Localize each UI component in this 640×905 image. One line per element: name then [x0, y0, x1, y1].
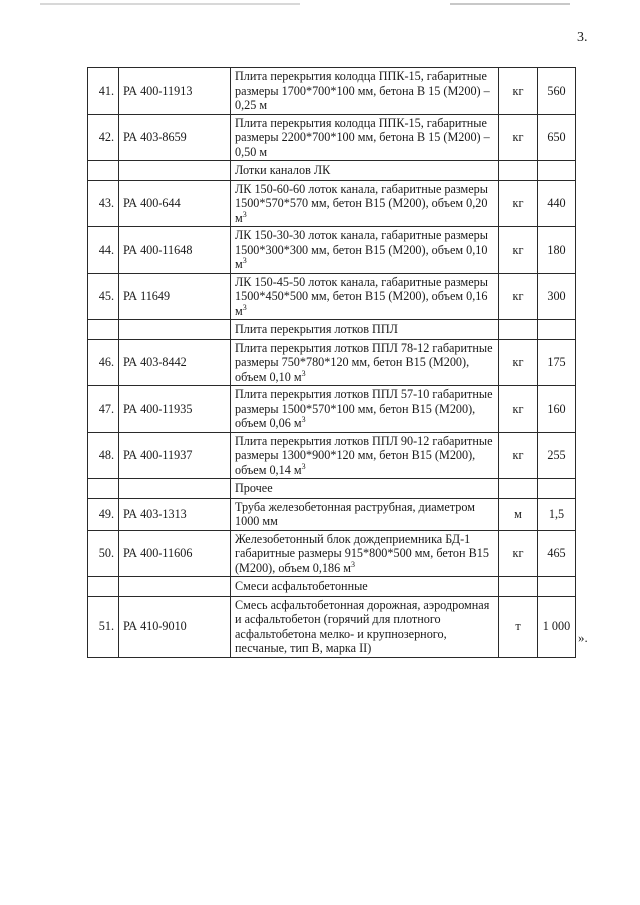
table-row — [88, 68, 576, 115]
description-text: Плита перекрытия лотков ППЛ 90-12 габаритные размеры 1300*900*120 мм, бетон B15 (М200), объем 0,14 м — [235, 433, 493, 477]
item-code: РА 403-8442 — [119, 339, 231, 386]
unit-of-measure: кг — [499, 273, 538, 320]
row-number: 46. — [88, 339, 119, 386]
unit-of-measure: кг — [499, 530, 538, 577]
section-title: Прочее — [231, 479, 499, 499]
table-row — [88, 498, 576, 530]
item-description — [231, 273, 499, 320]
row-number: 44. — [88, 227, 119, 274]
section-row — [88, 577, 576, 597]
empty-cell — [119, 577, 231, 597]
item-code: РА 410-9010 — [119, 596, 231, 657]
item-code: РА 400-11648 — [119, 227, 231, 274]
empty-cell — [538, 577, 576, 597]
row-number: 51. — [88, 596, 119, 657]
row-number: 48. — [88, 432, 119, 479]
quantity: 1 000 — [538, 596, 576, 657]
empty-cell — [88, 161, 119, 181]
section-title: Плита перекрытия лотков ППЛ — [231, 320, 499, 340]
unit-superscript: 3 — [301, 461, 306, 471]
row-number: 43. — [88, 180, 119, 227]
table-row — [88, 227, 576, 274]
table-row — [88, 273, 576, 320]
section-title: Лотки каналов ЛК — [231, 161, 499, 181]
unit-of-measure: кг — [499, 386, 538, 433]
row-number: 41. — [88, 68, 119, 115]
quantity: 175 — [538, 339, 576, 386]
description-text: Плита перекрытия колодца ППК-15, габаритные размеры 1700*700*100 мм, бетона В 15 (М200) – 0,25 м — [235, 69, 490, 112]
row-number: 45. — [88, 273, 119, 320]
unit-of-measure: кг — [499, 432, 538, 479]
unit-of-measure: м — [499, 498, 538, 530]
description-text: Плита перекрытия лотков ППЛ 78-12 габаритные размеры 750*780*120 мм, бетон B15 (М200), объем 0,10 м — [235, 340, 493, 384]
item-code: РА 400-644 — [119, 180, 231, 227]
item-description — [231, 227, 499, 274]
table-row — [88, 180, 576, 227]
row-number: 42. — [88, 114, 119, 161]
unit-superscript: 3 — [242, 255, 247, 265]
item-description — [231, 339, 499, 386]
item-code: РА 400-11606 — [119, 530, 231, 577]
empty-cell — [538, 479, 576, 499]
description-text: Железобетонный блок дождеприемника БД-1 габаритные размеры 915*800*500 мм, бетон B15 (М200), объем 0,186 м — [235, 531, 489, 575]
item-description — [231, 386, 499, 433]
closing-quote: ». — [578, 630, 588, 645]
item-code: РА 400-11935 — [119, 386, 231, 433]
empty-cell — [499, 161, 538, 181]
empty-cell — [88, 320, 119, 340]
description-text: Плита перекрытия лотков ППЛ 57-10 габаритные размеры 1500*570*100 мм, бетон B15 (М200), объем 0,06 м — [235, 387, 493, 430]
description-text: ЛК 150-45-50 лоток канала, габаритные размеры 1500*450*500 мм, бетон B15 (М200), объем 0,16 м — [235, 274, 488, 318]
item-description — [231, 596, 499, 657]
unit-of-measure: кг — [499, 114, 538, 161]
item-description — [231, 432, 499, 479]
quantity: 465 — [538, 530, 576, 577]
item-description — [231, 498, 499, 530]
item-code: РА 400-11937 — [119, 432, 231, 479]
row-number: 50. — [88, 530, 119, 577]
scan-artifact-top-right — [450, 3, 570, 5]
unit-of-measure: кг — [499, 227, 538, 274]
item-code: РА 403-8659 — [119, 114, 231, 161]
quantity: 160 — [538, 386, 576, 433]
unit-superscript: 3 — [242, 209, 247, 219]
empty-cell — [119, 479, 231, 499]
quantity: 300 — [538, 273, 576, 320]
section-row — [88, 161, 576, 181]
quantity: 650 — [538, 114, 576, 161]
item-description — [231, 530, 499, 577]
table-row — [88, 432, 576, 479]
empty-cell — [499, 577, 538, 597]
quantity: 180 — [538, 227, 576, 274]
quantity: 1,5 — [538, 498, 576, 530]
section-title: Смеси асфальтобетонные — [231, 577, 499, 597]
item-code: РА 400-11913 — [119, 68, 231, 115]
unit-superscript: 3 — [350, 559, 355, 569]
section-row — [88, 479, 576, 499]
quantity: 440 — [538, 180, 576, 227]
row-number: 47. — [88, 386, 119, 433]
unit-of-measure: кг — [499, 180, 538, 227]
empty-cell — [88, 577, 119, 597]
table-row — [88, 114, 576, 161]
table-row — [88, 339, 576, 386]
item-description — [231, 180, 499, 227]
unit-of-measure: кг — [499, 339, 538, 386]
description-text: Плита перекрытия колодца ППК-15, габаритные размеры 2200*700*100 мм, бетона В 15 (М200) – 0,50 м — [235, 115, 490, 159]
table-row — [88, 386, 576, 433]
unit-of-measure: т — [499, 596, 538, 657]
empty-cell — [538, 320, 576, 340]
item-code: РА 403-1313 — [119, 498, 231, 530]
section-row — [88, 320, 576, 340]
empty-cell — [119, 320, 231, 340]
scan-artifact-top — [40, 3, 300, 5]
item-description — [231, 114, 499, 161]
empty-cell — [88, 479, 119, 499]
empty-cell — [538, 161, 576, 181]
quantity: 255 — [538, 432, 576, 479]
empty-cell — [499, 320, 538, 340]
empty-cell — [119, 161, 231, 181]
quantity: 560 — [538, 68, 576, 115]
unit-superscript: 3 — [242, 302, 247, 312]
page-number: 3. — [577, 30, 588, 45]
materials-table — [87, 67, 576, 658]
description-text: ЛК 150-30-30 лоток канала, габаритные размеры 1500*300*300 мм, бетон B15 (М200), объем 0,10 м — [235, 228, 488, 271]
materials-table-body — [88, 68, 576, 658]
item-description — [231, 68, 499, 115]
unit-superscript: 3 — [301, 414, 306, 424]
item-code: РА 11649 — [119, 273, 231, 320]
description-text: Труба железобетонная раструбная, диаметром 1000 мм — [235, 499, 475, 528]
table-row — [88, 530, 576, 577]
row-number: 49. — [88, 498, 119, 530]
unit-superscript: 3 — [301, 368, 306, 378]
empty-cell — [499, 479, 538, 499]
unit-of-measure: кг — [499, 68, 538, 115]
description-text: Смесь асфальтобетонная дорожная, аэродромная и асфальтобетон (горячий для плотного асфальтобетона мелко- и крупнозерного, песчаные, тип В, марка II) — [235, 597, 490, 655]
table-row — [88, 596, 576, 657]
description-text: ЛК 150-60-60 лоток канала, габаритные размеры 1500*570*570 мм, бетон B15 (М200), объем 0,20 м — [235, 181, 488, 225]
